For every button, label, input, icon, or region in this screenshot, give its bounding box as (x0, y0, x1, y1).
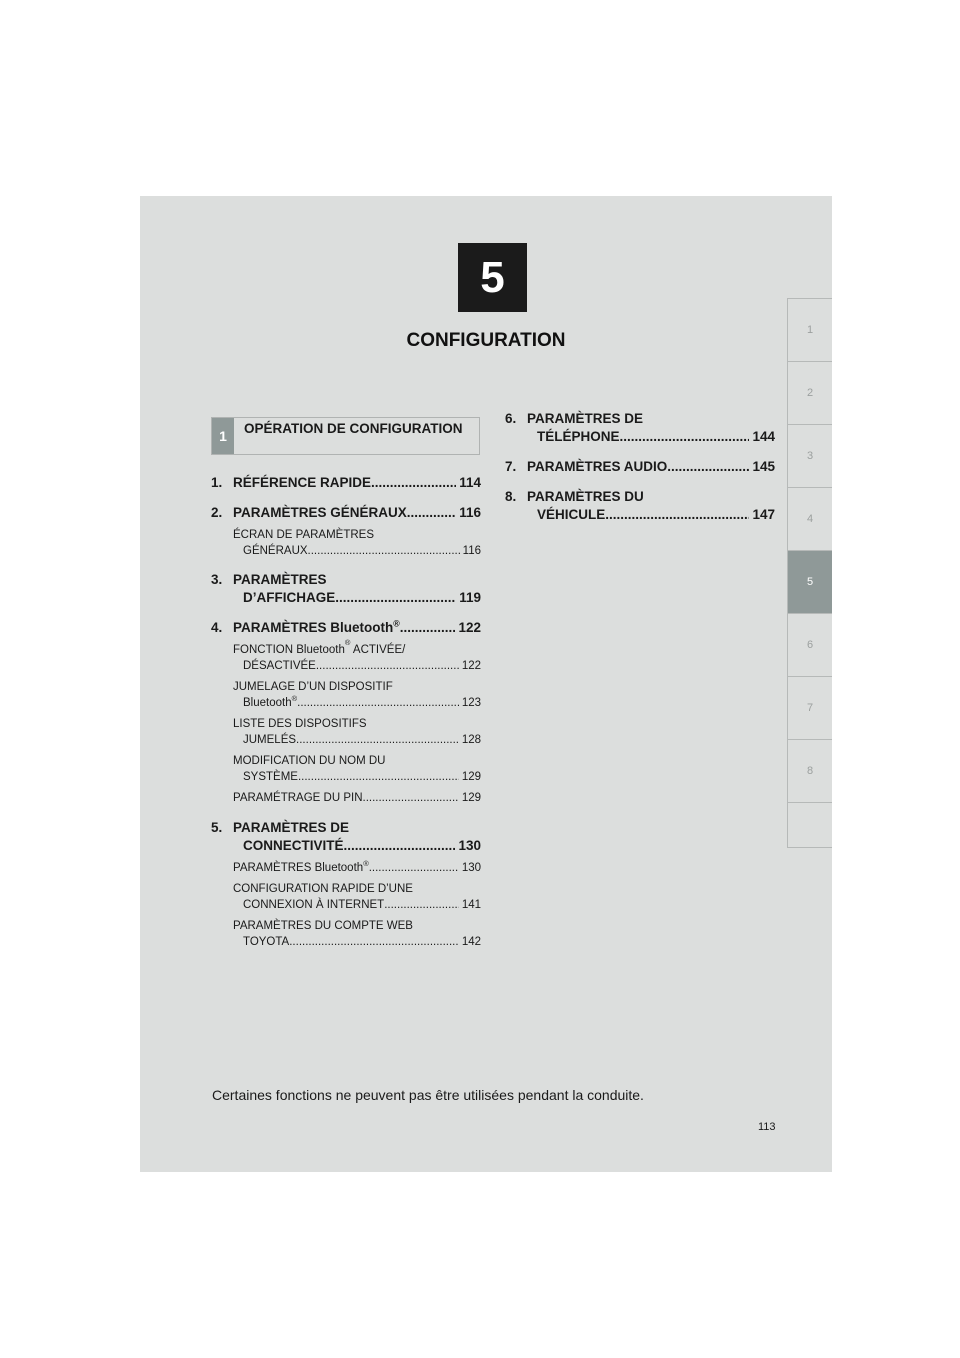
entry-label-line2: CONNECTIVITÉ (243, 837, 344, 853)
entry-page: 116 (459, 505, 481, 520)
entry-page: 119 (459, 590, 481, 605)
toc-subentry-4-5[interactable] (233, 791, 481, 807)
entry-label: PARAMÈTRES GÉNÉRAUX (233, 505, 407, 520)
entry-number: 5. (211, 819, 223, 835)
chapter-tab-4[interactable]: 4 (787, 487, 832, 550)
toc-entry-2[interactable] (211, 504, 481, 522)
toc-entry-5[interactable] (211, 819, 481, 855)
toc-subentry-4-2[interactable] (233, 680, 481, 711)
chapter-tab-8[interactable]: 8 (787, 739, 832, 802)
subentry-page: 123 (461, 696, 481, 709)
registered-mark: ® (344, 638, 351, 647)
entry-page: 122 (458, 620, 481, 635)
entry-label-line1: PARAMÈTRES (233, 572, 327, 587)
toc-left-column (211, 474, 481, 962)
entry-label-line2: D’AFFICHAGE (243, 590, 336, 605)
subentry-line2: CONNEXION À INTERNET (243, 898, 385, 911)
registered-mark: ® (291, 693, 298, 703)
entry-label-line1: PARAMÈTRES DE (527, 411, 644, 426)
chapter-tab-5[interactable]: 5 (787, 550, 832, 613)
toc-subentry-2-1[interactable] (233, 528, 481, 559)
toc-subentry-4-1[interactable] (233, 638, 481, 674)
toc-subentry-4-3[interactable] (233, 717, 481, 748)
entry-label-line2: TÉLÉPHONE (537, 429, 620, 444)
subentry-page: 116 (462, 544, 481, 557)
entry-label-line2: VÉHICULE (537, 507, 606, 522)
chapter-tab-1[interactable]: 1 (787, 298, 832, 361)
entry-page: 144 (752, 429, 775, 444)
toc-subentry-5-3[interactable] (233, 919, 481, 950)
subentry-line2: GÉNÉRAUX (243, 544, 308, 557)
entry-number: 2. (211, 505, 223, 520)
subentry-page: 128 (461, 733, 481, 746)
subentry-page: 142 (461, 935, 481, 948)
toc-entry-7[interactable] (505, 458, 775, 476)
registered-mark: ® (363, 858, 369, 868)
chapter-number-box: 5 (458, 243, 527, 312)
subentry-line1: ÉCRAN DE PARAMÈTRES (233, 529, 375, 541)
subentry-line1: LISTE DES DISPOSITIFS (233, 718, 367, 730)
toc-entry-6[interactable] (505, 410, 775, 446)
subentry-line2: Bluetooth (243, 696, 292, 709)
subentry-line1: PARAMÈTRES DU COMPTE WEB (233, 920, 413, 932)
toc-entry-8[interactable] (505, 488, 775, 524)
section-title: OPÉRATION DE CONFIGURATION (244, 421, 463, 436)
toc-entry-1[interactable] (211, 474, 481, 492)
entry-label: PARAMÈTRES Bluetooth (233, 620, 394, 635)
entry-number: 8. (505, 489, 517, 504)
chapter-tab-6[interactable]: 6 (787, 613, 832, 676)
subentry-line2: SYSTÈME (243, 770, 298, 783)
entry-page: 145 (752, 459, 775, 474)
entry-number: 1. (211, 475, 223, 490)
toc-subentry-5-2[interactable] (233, 882, 481, 913)
subentry-line1-end: ACTIVÉE/ (350, 644, 406, 656)
entry-page: 130 (458, 837, 481, 853)
section-header (211, 417, 480, 455)
subentry-page: 129 (461, 770, 481, 783)
entry-number: 7. (505, 459, 517, 474)
subentry-page: 130 (461, 861, 481, 874)
entry-label-line1: PARAMÈTRES DU (527, 489, 644, 504)
subentry-line1: FONCTION Bluetooth (233, 644, 345, 656)
subentry-page: 129 (461, 792, 481, 804)
entry-label: PARAMÈTRES AUDIO (527, 459, 668, 474)
entry-number: 4. (211, 620, 223, 635)
toc-subentry-4-4[interactable] (233, 754, 481, 785)
subentry-page: 141 (461, 898, 481, 911)
chapter-tab-blank (787, 802, 832, 848)
registered-mark: ® (393, 618, 400, 629)
entry-page: 114 (459, 475, 481, 490)
entry-label: RÉFÉRENCE RAPIDE (233, 475, 372, 490)
subentry-line1: JUMELAGE D’UN DISPOSITIF (233, 681, 393, 693)
subentry-label: PARAMÉTRAGE DU PIN (233, 792, 363, 804)
chapter-tab-7[interactable]: 7 (787, 676, 832, 739)
subentry-label: PARAMÈTRES Bluetooth (233, 861, 364, 874)
subentry-line1: MODIFICATION DU NOM DU (233, 755, 386, 767)
subentry-line2: TOYOTA (243, 935, 290, 948)
entry-number: 3. (211, 572, 223, 587)
chapter-title: CONFIGURATION (406, 330, 566, 351)
toc-entry-3[interactable] (211, 571, 481, 607)
chapter-tabs (787, 298, 832, 848)
toc-right-column (505, 410, 775, 536)
toc-entry-4[interactable] (211, 619, 481, 637)
page-number: 113 (758, 1121, 776, 1133)
chapter-tab-3[interactable]: 3 (787, 424, 832, 487)
subentry-page: 122 (461, 659, 481, 672)
chapter-tab-2[interactable]: 2 (787, 361, 832, 424)
entry-label-line1: PARAMÈTRES DE (233, 819, 350, 835)
toc-subentry-5-1[interactable] (233, 858, 481, 877)
footer-note: Certaines fonctions ne peuvent pas être utilisées pendant la conduite. (212, 1087, 644, 1103)
subentry-line2: JUMELÉS (243, 733, 297, 746)
section-number: 1 (212, 418, 234, 454)
subentry-line1: CONFIGURATION RAPIDE D’UNE (233, 883, 413, 895)
entry-number: 6. (505, 411, 517, 426)
subentry-line2: DÉSACTIVÉE (243, 659, 316, 672)
entry-page: 147 (752, 507, 775, 522)
